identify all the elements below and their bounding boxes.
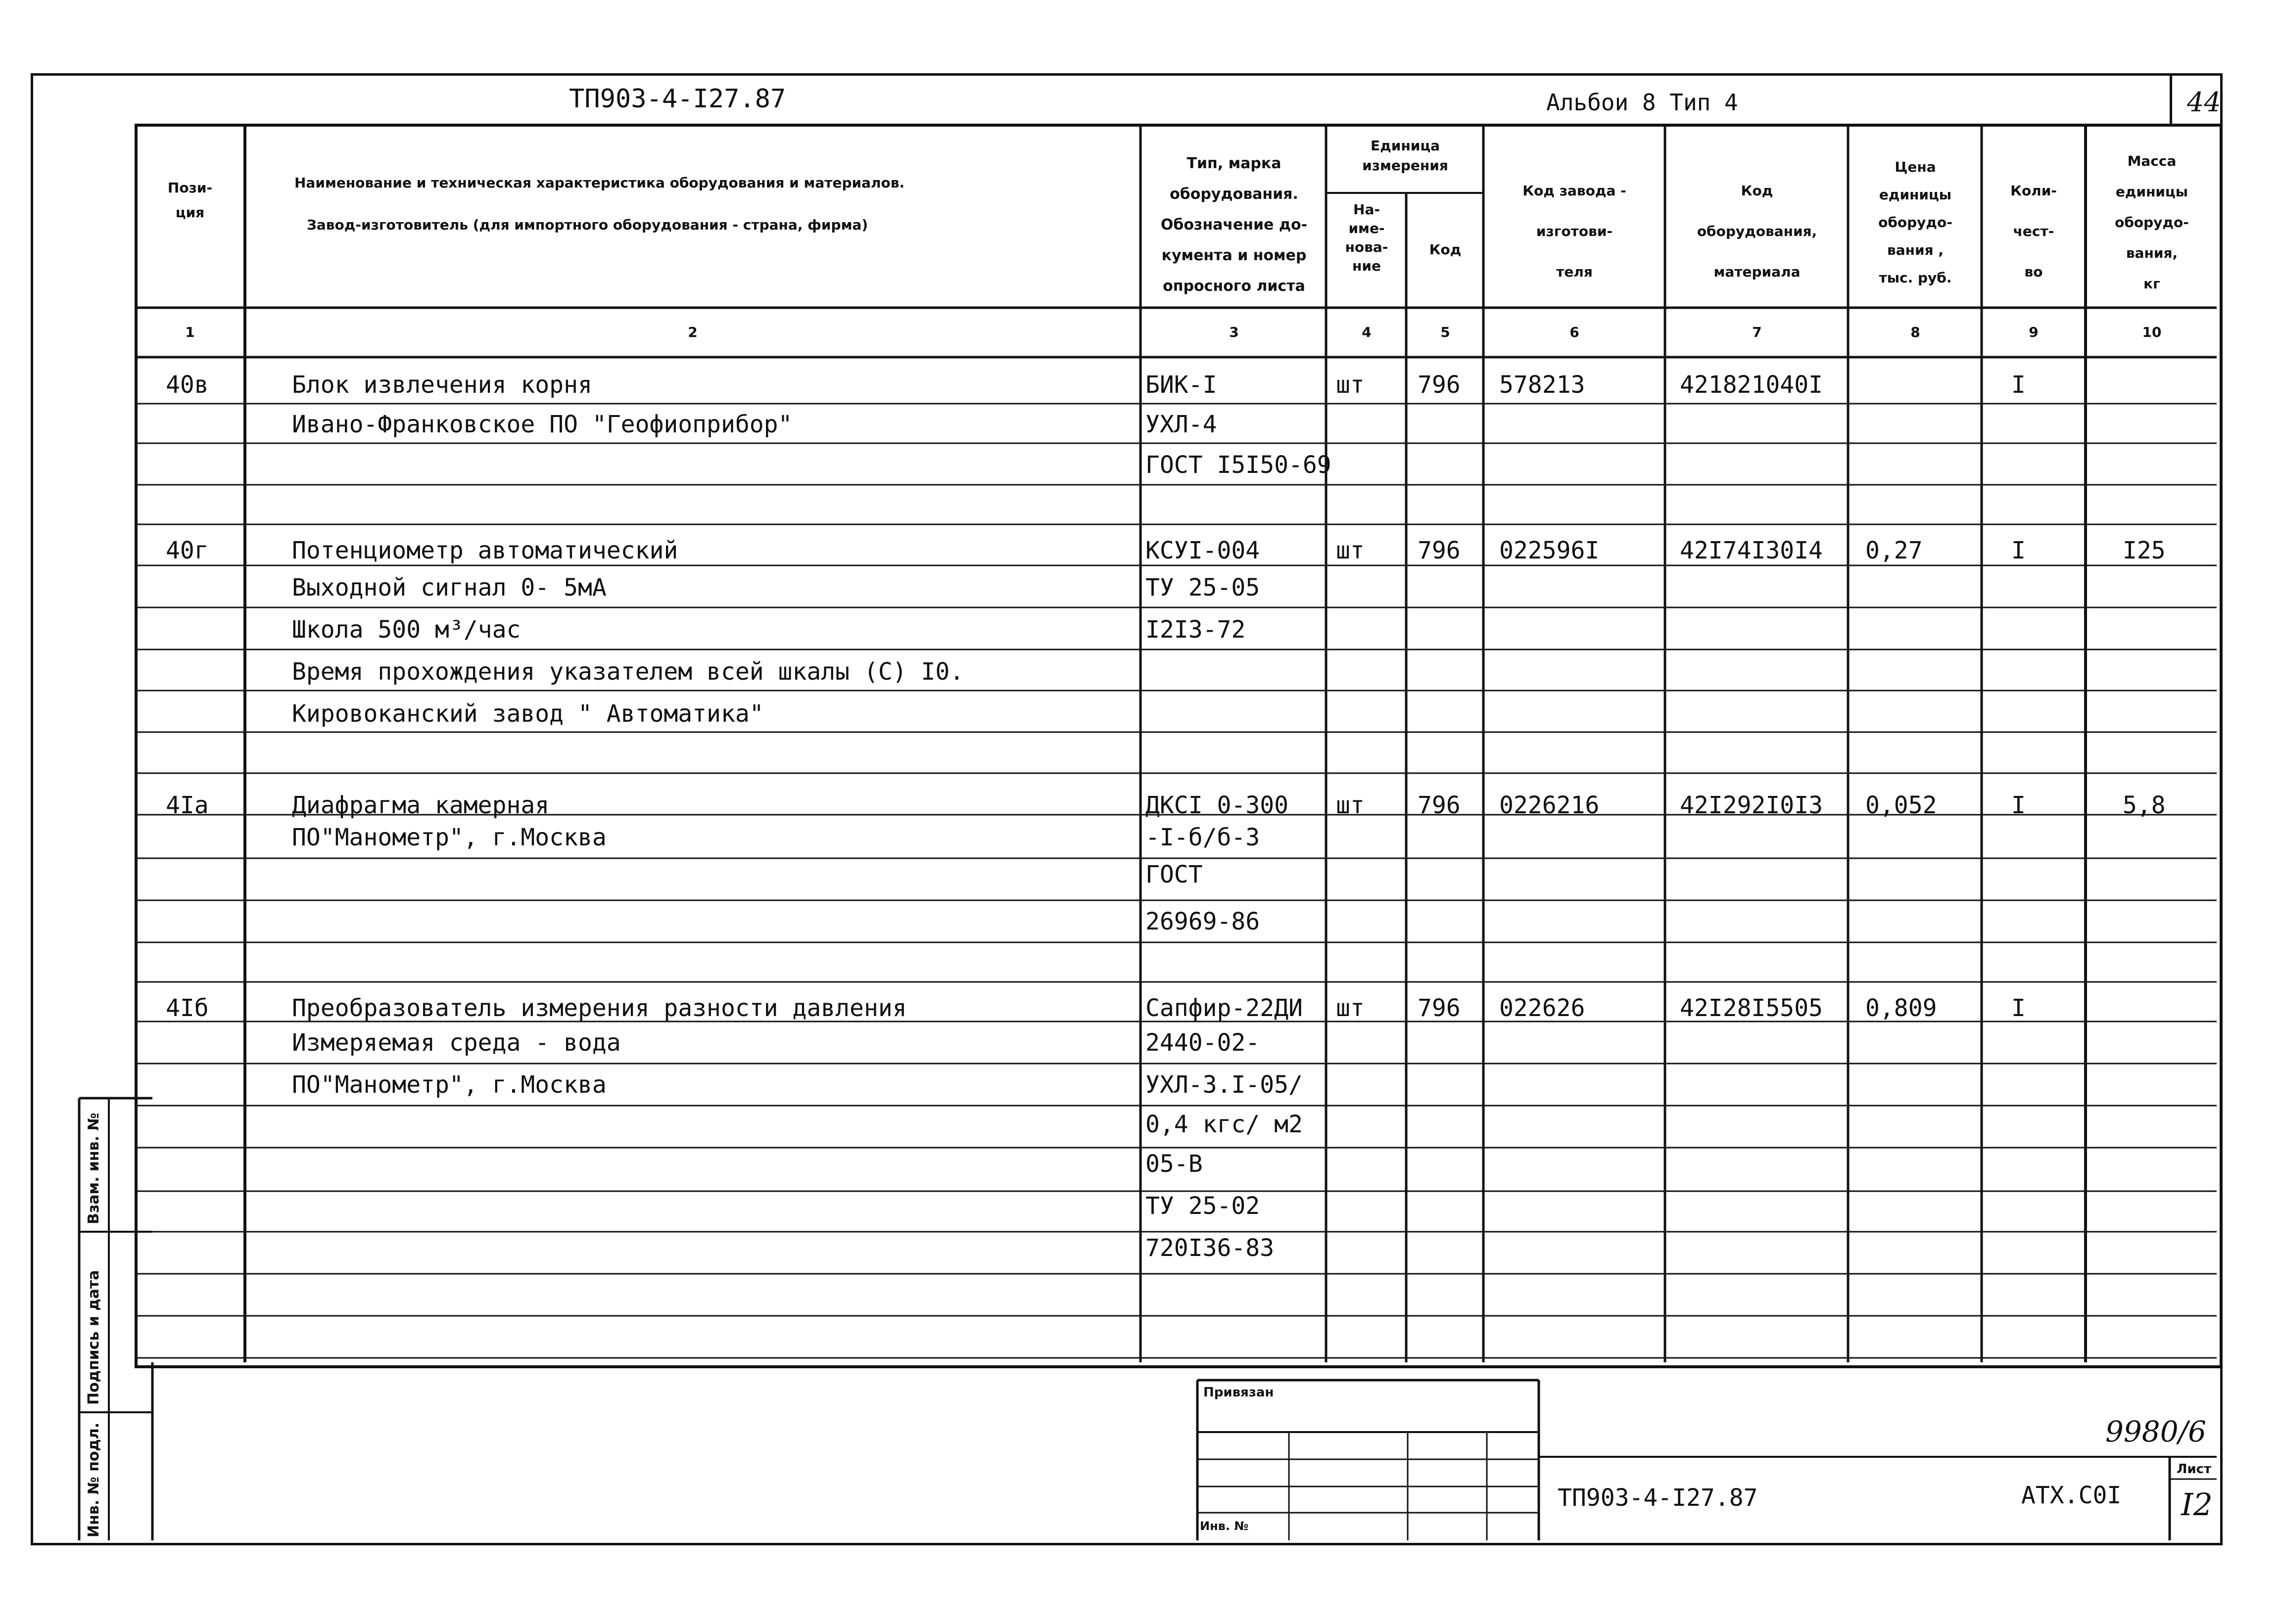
- cell-c2: Блок извлечения корня: [292, 371, 592, 399]
- colnum-10: 10: [2142, 324, 2162, 340]
- cell-c8: 0,052: [1865, 791, 1937, 819]
- col3-header-line: оборудования.: [1170, 186, 1298, 203]
- col8-header: [1851, 153, 1980, 292]
- stamp-doc-code: ТП903-4-I27.87: [1558, 1484, 1758, 1512]
- colnum-9: 9: [2029, 324, 2039, 340]
- cell-c2: Время прохождения указателем всей шкалы (С) I0.: [292, 658, 964, 686]
- col7-header: [1667, 171, 1847, 292]
- cell-c10: 5,8: [2123, 791, 2166, 819]
- cell-c2: Кировоканский завод " Автоматика": [292, 700, 764, 728]
- cell-c3: -I-б/б-3: [1145, 824, 1260, 851]
- col7-header-line: материала: [1713, 264, 1801, 280]
- col3-header-line: Обозначение до-: [1160, 216, 1308, 233]
- col7-header-line: оборудования,: [1697, 223, 1817, 239]
- cell-c3: УХЛ-4: [1145, 411, 1217, 438]
- col10-header-line: оборудо-: [2115, 214, 2189, 231]
- colnum-8: 8: [1910, 324, 1920, 340]
- col7-header-line: Код: [1741, 183, 1773, 199]
- col10-header-line: кг: [2143, 276, 2160, 292]
- col4-header-line: ние: [1352, 258, 1381, 274]
- col4-header-line: нова-: [1345, 239, 1388, 255]
- col10-header-line: вания,: [2126, 245, 2178, 261]
- colnum-4: 4: [1362, 324, 1372, 340]
- colnum-1: 1: [185, 324, 195, 340]
- handwritten-number: 9980/6: [2105, 1415, 2207, 1448]
- colnum-6: 6: [1569, 324, 1579, 340]
- cell-c3: ДКСI 0-300: [1145, 791, 1288, 819]
- cell-c5: 796: [1418, 371, 1461, 399]
- col8-header-line: Цена: [1895, 159, 1936, 175]
- cell-c4: шт: [1336, 537, 1365, 564]
- cell-c6: 578213: [1499, 371, 1585, 399]
- colnum-2: 2: [688, 324, 698, 340]
- side-label-podpis: Подпись и дата: [85, 1270, 102, 1405]
- cell-c2: Школа 500 м³/час: [292, 616, 521, 644]
- cell-c2: Преобразователь измерения разности давления: [292, 994, 907, 1022]
- col3-header-line: Тип, марка: [1187, 155, 1282, 172]
- col6-header-line: Код завода -: [1522, 183, 1626, 199]
- colnum-3: 3: [1229, 324, 1239, 340]
- col9-header-line: во: [2024, 264, 2043, 280]
- cell-c1: 40г: [166, 537, 209, 564]
- cell-c1: 4Iб: [166, 994, 209, 1022]
- privyazan-label: Привязан: [1203, 1385, 1274, 1400]
- col3-header-line: кумента и номер: [1161, 247, 1307, 264]
- colnum-5: 5: [1440, 324, 1450, 340]
- col6-header-line: изготови-: [1536, 223, 1613, 239]
- cell-c3: БИК-I: [1145, 371, 1217, 399]
- cell-c2: Измеряемая среда - вода: [292, 1029, 621, 1057]
- side-label-vzam: Взам. инв. №: [85, 1113, 102, 1224]
- col5-header-line: Код: [1429, 241, 1462, 258]
- cell-c4: шт: [1336, 994, 1365, 1022]
- cell-c2: Выходной сигнал 0- 5мА: [292, 574, 607, 602]
- cell-c9: I: [2011, 791, 2026, 819]
- cell-c3: 26969-86: [1145, 908, 1260, 935]
- page-corner-number: 44: [2187, 87, 2221, 118]
- unit-header-line: Единица: [1371, 138, 1440, 154]
- col9-header: [1983, 171, 2084, 292]
- col2-header-line: Наименование и техническая характеристика оборудования и материалов.: [294, 175, 905, 191]
- cell-c3: Сапфир-22ДИ: [1145, 994, 1303, 1022]
- cell-c2: ПО"Манометр", г.Москва: [292, 824, 607, 851]
- col3-header: [1143, 148, 1325, 302]
- cell-c6: 022626: [1499, 994, 1585, 1022]
- col6-header: [1485, 171, 1663, 292]
- cell-c7: 42I74I30I4: [1680, 537, 1823, 564]
- album-label: Альбои 8 Тип 4: [1546, 89, 1738, 116]
- cell-c3: ГОСТ: [1145, 861, 1203, 888]
- col4-header-line: име-: [1348, 220, 1385, 236]
- cell-c5: 796: [1418, 994, 1461, 1022]
- col10-header: [2088, 146, 2216, 299]
- cell-c9: I: [2011, 994, 2026, 1022]
- col9-header-line: чест-: [2013, 223, 2054, 239]
- col8-header-line: вания ,: [1887, 242, 1944, 258]
- col1-header-line: ция: [175, 204, 205, 221]
- cell-c6: 022596I: [1499, 537, 1600, 564]
- cell-c2: Ивано-Франковское ПО "Геофиоприбор": [292, 411, 793, 438]
- unit-header-line: измерения: [1362, 157, 1448, 174]
- cell-c2: Потенциометр автоматический: [292, 537, 678, 564]
- col10-header-line: единицы: [2115, 184, 2188, 200]
- cell-c2: Диафрагма камерная: [292, 791, 550, 819]
- doc-code-top: ТП903-4-I27.87: [569, 84, 786, 114]
- cell-c3: ТУ 25-02: [1145, 1192, 1260, 1220]
- cell-c3: ТУ 25-05: [1145, 574, 1260, 602]
- cell-c3: УХЛ-3.I-05/: [1145, 1071, 1303, 1099]
- stamp-sheet-number: I2: [2181, 1486, 2213, 1523]
- col8-header-line: оборудо-: [1878, 214, 1952, 231]
- cell-c5: 796: [1418, 791, 1461, 819]
- colnum-7: 7: [1752, 324, 1762, 340]
- cell-c9: I: [2011, 537, 2026, 564]
- col3-header-line: опросного листа: [1163, 278, 1305, 295]
- cell-c8: 0,809: [1865, 994, 1937, 1022]
- stamp-sheet-label: Лист: [2176, 1462, 2212, 1477]
- cell-c3: 05-В: [1145, 1150, 1203, 1178]
- col8-header-line: тыс. руб.: [1879, 270, 1952, 286]
- cell-c3: 2440-02-: [1145, 1029, 1260, 1057]
- cell-c3: КСУI-004: [1145, 537, 1260, 564]
- col2-header: [247, 173, 1138, 235]
- col6-header-line: теля: [1556, 264, 1593, 280]
- cell-c7: 42I292I0I3: [1680, 791, 1823, 819]
- col1-header: [136, 178, 244, 223]
- cell-c3: I2I3-72: [1145, 616, 1246, 644]
- stamp-sheet-code: АТХ.С0I: [2021, 1482, 2122, 1509]
- cell-c3: ГОСТ I5I50-69: [1145, 451, 1331, 479]
- col10-header-line: Масса: [2127, 153, 2177, 169]
- cell-c1: 40в: [166, 371, 209, 399]
- col4-header: [1328, 200, 1405, 276]
- cell-c8: 0,27: [1865, 537, 1923, 564]
- inv-label: Инв. №: [1200, 1519, 1249, 1533]
- col2-header-line: Завод-изготовитель (для импортного оборудования - страна, фирма): [307, 217, 868, 233]
- col9-header-line: Коли-: [2010, 183, 2057, 199]
- cell-c7: 421821040I: [1680, 371, 1823, 399]
- cell-c6: 0226216: [1499, 791, 1600, 819]
- cell-c5: 796: [1418, 537, 1461, 564]
- cell-c10: I25: [2123, 537, 2166, 564]
- cell-c4: шт: [1336, 791, 1365, 819]
- cell-c9: I: [2011, 371, 2026, 399]
- cell-c1: 4Iа: [166, 791, 209, 819]
- cell-c7: 42I28I5505: [1680, 994, 1823, 1022]
- col8-header-line: единицы: [1879, 186, 1952, 203]
- unit-header: [1329, 136, 1482, 176]
- cell-c2: ПО"Манометр", г.Москва: [292, 1071, 607, 1099]
- side-label-inv-podl: Инв. № подл.: [85, 1422, 102, 1537]
- cell-c4: шт: [1336, 371, 1365, 399]
- col1-header-line: Пози-: [167, 180, 213, 196]
- col4-header-line: На-: [1353, 201, 1380, 218]
- cell-c3: 0,4 кгс/ м2: [1145, 1111, 1303, 1138]
- col5-header: [1408, 240, 1482, 260]
- cell-c3: 720I36-83: [1145, 1234, 1275, 1262]
